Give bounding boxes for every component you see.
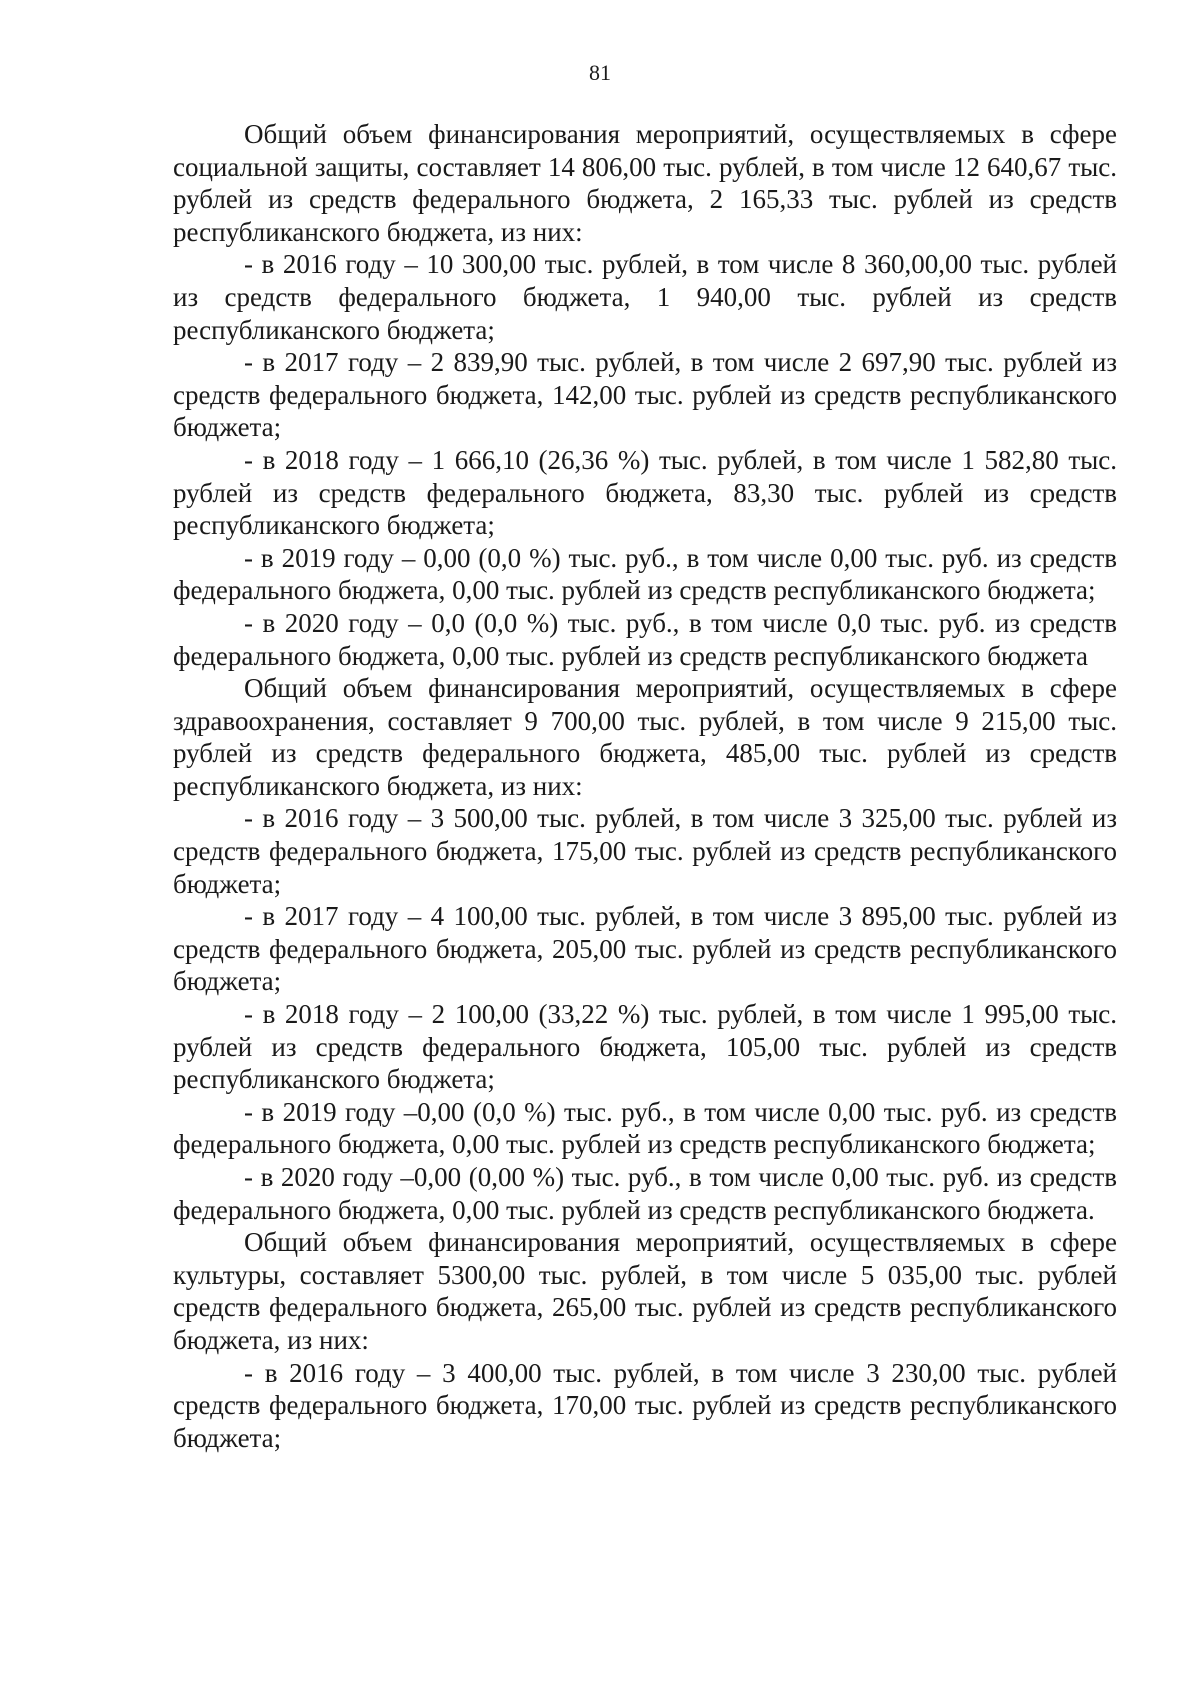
paragraph-healthcare-total: Общий объем финансирования мероприятий, осуществляемых в сфере здравоохранения, составляет 9 700,00 тыс. рублей, в том числе 9 215,00 тыс. рублей из средств федерального бюджета, 485,00 тыс. рублей из средств республиканского бюджета, из них: (173, 673, 1117, 801)
paragraph-social-protection-2019: - в 2019 году – 0,00 (0,0 %) тыс. руб., в том числе 0,00 тыс. руб. из средств федерального бюджета, 0,00 тыс. рублей из средств республиканского бюджета; (173, 542, 1117, 606)
page-number: 81 (589, 60, 611, 85)
paragraph-social-protection-2020: - в 2020 году – 0,0 (0,0 %) тыс. руб., в том числе 0,0 тыс. руб. из средств федерального бюджета, 0,00 тыс. рублей из средств республиканского бюджета (173, 607, 1117, 671)
paragraph-social-protection-2017: - в 2017 году – 2 839,90 тыс. рублей, в том числе 2 697,90 тыс. рублей из средств федерального бюджета, 142,00 тыс. рублей из средств республиканского бюджета; (173, 347, 1117, 443)
paragraph-social-protection-2016: - в 2016 году – 10 300,00 тыс. рублей, в том числе 8 360,00,00 тыс. рублей из средств федерального бюджета, 1 940,00 тыс. рублей из средств республиканского бюджета; (173, 249, 1117, 345)
paragraph-healthcare-2018: - в 2018 году – 2 100,00 (33,22 %) тыс. рублей, в том числе 1 995,00 тыс. рублей из средств федерального бюджета, 105,00 тыс. рублей из средств республиканского бюджета; (173, 999, 1117, 1095)
paragraph-healthcare-2020: - в 2020 году –0,00 (0,00 %) тыс. руб., в том числе 0,00 тыс. руб. из средств федерального бюджета, 0,00 тыс. рублей из средств республиканского бюджета. (173, 1162, 1117, 1225)
paragraph-healthcare-2016: - в 2016 году – 3 500,00 тыс. рублей, в том числе 3 325,00 тыс. рублей из средств федерального бюджета, 175,00 тыс. рублей из средств республиканского бюджета; (173, 803, 1117, 899)
document-body (173, 118, 1117, 1454)
paragraph-healthcare-2017: - в 2017 году – 4 100,00 тыс. рублей, в том числе 3 895,00 тыс. рублей из средств федерального бюджета, 205,00 тыс. рублей из средств республиканского бюджета; (173, 901, 1117, 997)
paragraph-culture-total: Общий объем финансирования мероприятий, осуществляемых в сфере культуры, составляет 5300,00 тыс. рублей, в том числе 5 035,00 тыс. рублей средств федерального бюджета, 265,00 тыс. рублей из средств республиканского бюджета, из них: (173, 1227, 1117, 1355)
paragraph-social-protection-total: Общий объем финансирования мероприятий, осуществляемых в сфере социальной защиты, составляет 14 806,00 тыс. рублей, в том числе 12 640,67 тыс. рублей из средств федерального бюджета, 2 165,33 тыс. рублей из средств республиканского бюджета, из них: (173, 119, 1117, 247)
paragraph-culture-2016: - в 2016 году – 3 400,00 тыс. рублей, в том числе 3 230,00 тыс. рублей средств федерального бюджета, 170,00 тыс. рублей из средств республиканского бюджета; (173, 1357, 1117, 1453)
paragraph-social-protection-2018: - в 2018 году – 1 666,10 (26,36 %) тыс. рублей, в том числе 1 582,80 тыс. рублей из средств федерального бюджета, 83,30 тыс. рублей из средств республиканского бюджета; (173, 444, 1117, 541)
paragraph-healthcare-2019: - в 2019 году –0,00 (0,0 %) тыс. руб., в том числе 0,00 тыс. руб. из средств федерального бюджета, 0,00 тыс. рублей из средств республиканского бюджета; (173, 1096, 1117, 1160)
